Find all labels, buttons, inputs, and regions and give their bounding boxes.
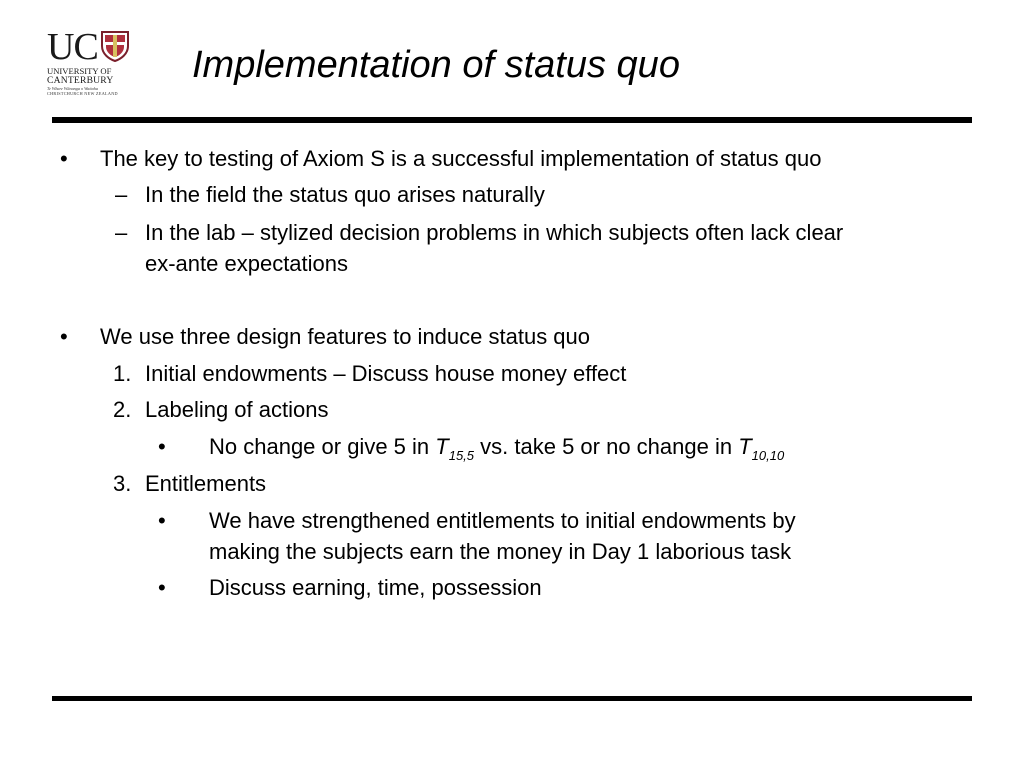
top-divider (52, 117, 972, 123)
sub-bullet-text-continued: ex-ante expectations (145, 251, 349, 276)
bullet-text: The key to testing of Axiom S is a successful implementation of status quo (100, 146, 822, 171)
logo-maori-name: Te Whare Wānanga o Waitaha (47, 86, 98, 91)
sub-bullet-marker: – (115, 220, 128, 245)
slide-title: Implementation of status quo (192, 44, 680, 86)
numbered-item-text: Entitlements (145, 471, 267, 496)
sub-sub-bullet-text: We have strengthened entitlements to initial endowments by (209, 508, 796, 533)
sub-sub-bullet-text-continued: making the subjects earn the money in Day 1 laborious task (209, 539, 792, 564)
sub-sub-bullet-marker: • (158, 508, 166, 533)
text-part: vs. take 5 or no change in (474, 434, 739, 459)
sub-sub-bullet-marker: • (158, 434, 166, 459)
sub-bullet-marker: – (115, 182, 128, 207)
logo-university-of: UNIVERSITY OF (47, 66, 112, 76)
crest-icon (100, 30, 130, 62)
university-logo (47, 26, 137, 96)
numbered-marker: 1. (113, 361, 132, 386)
bullet-marker: • (60, 324, 68, 349)
logo-letters: UC (47, 26, 98, 68)
math-subscript: 10,10 (751, 448, 785, 463)
numbered-marker: 3. (113, 471, 132, 496)
bullet-text: We use three design features to induce status quo (100, 324, 591, 349)
sub-sub-bullet-text (209, 434, 784, 463)
math-symbol: T (738, 434, 752, 459)
numbered-item-text: Labeling of actions (145, 397, 329, 422)
logo-location: CHRISTCHURCH NEW ZEALAND (47, 91, 118, 96)
bottom-divider (52, 696, 972, 701)
sub-sub-bullet-marker: • (158, 575, 166, 600)
sub-bullet-text: In the field the status quo arises naturally (145, 182, 545, 207)
logo-top (47, 26, 137, 68)
numbered-marker: 2. (113, 397, 132, 422)
math-symbol: T (435, 434, 449, 459)
math-subscript: 15,5 (448, 448, 475, 463)
sub-bullet-text: In the lab – stylized decision problems in which subjects often lack clear (145, 220, 844, 245)
logo-canterbury: CANTERBURY (47, 75, 114, 86)
text-part: No change or give 5 in (209, 434, 436, 459)
numbered-item-text: Initial endowments – Discuss house money effect (145, 361, 627, 386)
sub-sub-bullet-text: Discuss earning, time, possession (209, 575, 542, 600)
bullet-marker: • (60, 146, 68, 171)
